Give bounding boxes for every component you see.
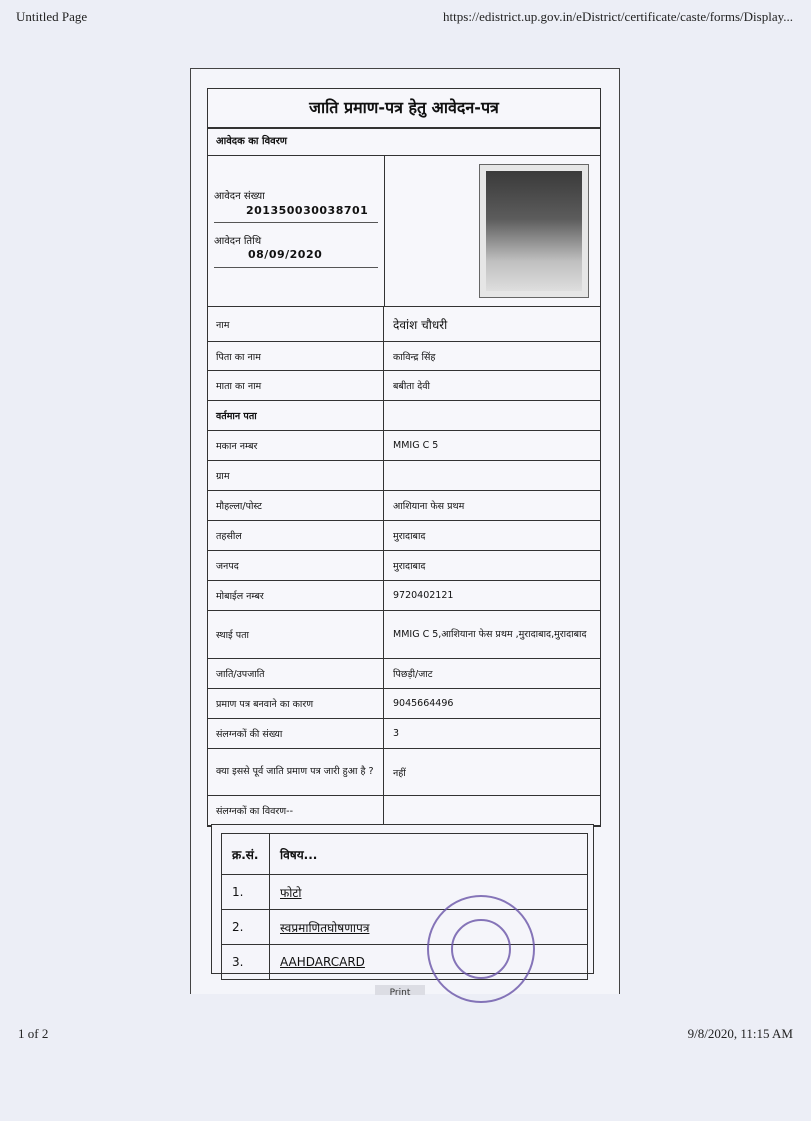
col-no-header: क्र.सं. [222,834,270,875]
field-value: पिछड़ी/जाट [393,669,433,680]
application-no: 201350030038701 [246,204,369,217]
field-row [208,307,600,342]
field-label: माता का नाम [208,371,384,400]
field-value [384,401,600,430]
field-value: मुरादाबाद [393,531,426,542]
field-row [208,371,600,401]
field-value: देवांश चौधरी [393,317,448,332]
field-value [384,461,600,490]
field-label: क्या इससे पूर्व जाति प्रमाण पत्र जारी हुआ है ? [208,749,384,795]
field-row [208,796,600,826]
col-subject-header: विषय... [270,834,588,875]
field-value: बबीता देवी [393,381,430,392]
field-row [208,581,600,611]
field-row [208,521,600,551]
field-value: MMIG C 5 [393,440,439,451]
field-value: 9045664496 [393,698,454,709]
field-label: मकान नम्बर [208,431,384,460]
field-row [208,719,600,749]
field-row [208,659,600,689]
row-no: 1. [222,875,270,910]
field-value: MMIG C 5,आशियाना फेस प्रथम ,मुरादाबाद,मुरादाबाद [393,628,587,640]
page-title: Untitled Page [16,9,88,24]
field-label: मोबाईल नम्बर [208,581,384,610]
field-label: संलग्नकों की संख्या [208,719,384,748]
page-count: 1 of 2 [18,1026,49,1041]
field-row [208,431,600,461]
print-button[interactable]: Print [375,985,425,995]
field-row [208,689,600,719]
attachment-link[interactable]: AAHDARCARD [280,955,365,969]
field-value: नहीं [393,767,406,779]
form-title: जाति प्रमाण-पत्र हेतु आवेदन-पत्र [208,89,600,129]
caste-application-form [207,88,601,827]
field-label: ग्राम [208,461,384,490]
page-url: https://edistrict.up.gov.in/eDistrict/certificate/caste/forms/Display... [443,9,793,24]
field-label: प्रमाण पत्र बनवाने का कारण [208,689,384,718]
field-label: स्थाई पता [208,611,384,658]
applicant-photo [479,164,589,298]
application-date-label: आवेदन तिथि [214,236,262,247]
attachments-panel [211,824,594,974]
table-row [222,875,588,910]
field-row [208,461,600,491]
field-row [208,491,600,521]
field-row [208,749,600,796]
row-no: 3. [222,945,270,980]
field-value: 3 [393,728,400,739]
table-header [222,834,588,875]
field-label: जनपद [208,551,384,580]
field-value: काविन्द्र सिंह [393,351,436,363]
section-heading: आवेदक का विवरण [208,129,600,156]
field-row [208,551,600,581]
divider [214,267,378,268]
field-label: नाम [208,307,384,341]
field-row [208,401,600,431]
official-stamp [427,895,535,1003]
field-label: वर्तमान पता [208,401,384,430]
row-no: 2. [222,910,270,945]
application-date: 08/09/2020 [248,248,323,261]
field-label: मौहल्ला/पोस्ट [208,491,384,520]
application-info [208,156,600,307]
application-no-label: आवेदन संख्या [214,191,265,202]
field-value: मुरादाबाद [393,561,426,572]
print-datetime: 9/8/2020, 11:15 AM [687,1026,793,1041]
field-value: आशियाना फेस प्रथम [393,501,465,512]
field-label: पिता का नाम [208,342,384,370]
field-label: तहसील [208,521,384,550]
attachment-link[interactable]: फोटो [280,885,302,900]
field-value: 9720402121 [393,590,454,601]
field-label: जाति/उपजाति [208,659,384,688]
attachment-link[interactable]: स्वप्रमाणितघोषणापत्र [280,920,370,935]
field-row [208,342,600,371]
field-row [208,611,600,659]
divider [214,222,378,223]
field-label: संलग्नकों का विवरण-- [208,796,384,825]
field-value [384,796,600,825]
